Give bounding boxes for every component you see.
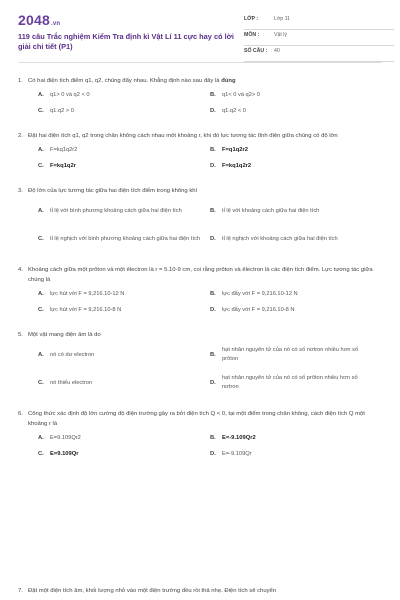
answer-letter: D. (210, 379, 216, 386)
answer-text: tỉ lệ với khoảng cách giữa hai điện tích (222, 207, 320, 214)
answer-option[interactable] (38, 145, 210, 155)
answer-letter: A. (38, 290, 44, 297)
question-number: 7. (18, 588, 23, 594)
answer-option[interactable] (210, 449, 382, 459)
answer-text: E=9.109Qr2 (50, 434, 81, 441)
answer-option[interactable] (38, 90, 210, 100)
answer-options (18, 433, 382, 459)
question-number: 1. (18, 78, 23, 84)
question-text (28, 133, 338, 139)
answer-letter: A. (38, 207, 44, 214)
answer-text: q1.q2 < 0 (222, 107, 246, 114)
question-head (18, 265, 382, 285)
question-number: 2. (18, 133, 23, 140)
question-clipped (18, 588, 382, 594)
answer-option[interactable] (210, 200, 382, 222)
answer-option[interactable] (210, 228, 382, 250)
answer-text: hạt nhân nguyên tử của nó có số prôton nhiều hơn số nơtron (222, 375, 358, 391)
answer-text: F=kq1q2r (50, 162, 76, 169)
answer-letter: B. (210, 434, 216, 441)
answer-letter: B. (210, 91, 216, 98)
answer-option[interactable] (38, 344, 210, 366)
answer-letter: D. (210, 162, 216, 169)
answer-letter: B. (210, 207, 216, 214)
question-6 (18, 409, 382, 459)
answer-text: tỉ lệ nghịch với bình phương khoảng cách giữa hai điện tích (50, 235, 201, 242)
answer-option[interactable] (38, 433, 210, 443)
answer-letter: C. (38, 379, 44, 386)
meta-row-class (244, 14, 394, 30)
question-4 (18, 265, 382, 315)
answer-option[interactable] (210, 344, 382, 366)
question-number: 5. (18, 332, 23, 339)
logo-sub-text: .vn (50, 21, 61, 27)
question-text-part: Độ lớn của lực tương tác giữa hai điện tích điểm trong không khí (28, 188, 198, 195)
answer-text: nó có dư electron (50, 351, 95, 358)
answer-option[interactable] (210, 305, 382, 315)
answer-option[interactable] (210, 161, 382, 171)
answer-text: q1> 0 và q2 < 0 (50, 91, 90, 98)
answer-options (18, 200, 382, 250)
answer-option[interactable] (210, 145, 382, 155)
meta-value: 40 (274, 48, 280, 54)
answer-text: E=-9.109Qr (222, 450, 252, 457)
question-text (28, 188, 197, 194)
answer-letter: B. (210, 351, 216, 358)
question-head (18, 76, 382, 86)
answer-letter: A. (38, 434, 44, 441)
answer-text: q1< 0 và q2> 0 (222, 91, 260, 98)
meta-key: SỐ CÂU : (244, 48, 268, 54)
answer-text: lực hút với F = 9,216.10-8 N (50, 306, 122, 313)
answer-text: tỉ lệ với bình phương khoảng cách giữa hai điện tích (50, 207, 182, 214)
answer-letter: C. (38, 450, 44, 457)
question-text-part: Một vật mang điện âm là do (28, 332, 101, 339)
question-text (28, 267, 373, 283)
meta-key: LỚP : (244, 16, 259, 22)
question-number: 3. (18, 188, 23, 195)
meta-key: MÔN : (244, 32, 260, 38)
answer-options (18, 90, 382, 116)
question-text (28, 78, 236, 84)
answer-option[interactable] (210, 289, 382, 299)
meta-row-count (244, 46, 394, 62)
question-text-emphasis: đúng (221, 78, 236, 84)
answer-text: tỉ lệ nghịch với khoảng cách giữa hai điện tích (222, 235, 338, 242)
answer-text: lực đẩy với F = 9,216.10-8 N (222, 306, 295, 313)
document-header (18, 12, 382, 58)
answer-option[interactable] (38, 161, 210, 171)
meta-info (244, 14, 394, 62)
question-2 (18, 131, 382, 171)
answer-text: hạt nhân nguyên tử của nó có số nơtron nhiều hơn số prôton (222, 347, 359, 363)
answer-letter: A. (38, 146, 44, 153)
answer-option[interactable] (210, 106, 382, 116)
answer-letter: B. (210, 290, 216, 297)
answer-letter: D. (210, 235, 216, 242)
question-number: 6. (18, 411, 23, 418)
answer-text: F=kq1q2r2 (222, 162, 252, 169)
answer-option[interactable] (38, 228, 210, 250)
answer-letter: B. (210, 146, 216, 153)
answer-letter: C. (38, 306, 44, 313)
header-divider (18, 62, 382, 63)
answer-letter: A. (38, 351, 44, 358)
question-text (28, 411, 365, 427)
answer-text: q1.q2 > 0 (50, 107, 74, 114)
answer-text: nó thiếu electron (50, 379, 93, 386)
question-number: 4. (18, 267, 23, 274)
answer-text: F=q1q2r2 (222, 146, 248, 153)
answer-letter: D. (210, 450, 216, 457)
answer-option[interactable] (210, 433, 382, 443)
question-3 (18, 186, 382, 250)
answer-text: E=-9.109Qr2 (222, 434, 256, 441)
question-5 (18, 330, 382, 394)
answer-option[interactable] (38, 449, 210, 459)
answer-option[interactable] (38, 372, 210, 394)
answer-letter: C. (38, 235, 44, 242)
answer-letter: D. (210, 306, 216, 313)
question-text (28, 332, 101, 338)
answer-letter: C. (38, 107, 44, 114)
answer-text: E=9.109Qr (50, 450, 79, 457)
answer-option[interactable] (210, 90, 382, 100)
meta-value: Vật lý (274, 32, 287, 38)
answer-options (18, 289, 382, 315)
page-title: 119 câu Trắc nghiệm Kiểm Tra định kì Vật Lí 11 cực hay có lời giải chi tiết (P1) (18, 32, 234, 51)
question-head (18, 186, 382, 196)
question-head (18, 330, 382, 340)
meta-value: Lớp 11 (274, 16, 290, 22)
question-1 (18, 76, 382, 116)
answer-options (18, 344, 382, 394)
answer-letter: C. (38, 162, 44, 169)
answer-letter: A. (38, 91, 44, 98)
answer-option[interactable] (38, 106, 210, 116)
answer-letter: D. (210, 107, 216, 114)
answer-text: lực đẩy với F = 9,216.10-12 N (222, 290, 298, 297)
meta-row-subject (244, 30, 394, 46)
question-text: Đặt một điện tích âm, khối lượng nhỏ vào một điện trường đều rồi thả nhẹ. Điện tích sẽ chuyển (28, 588, 277, 594)
question-text-part: Đặt hai điện tích q1, q2 trong chân không cách nhau một khoảng r, khi đó lực tương tác tĩnh điện giữa chúng có độ lớn (28, 133, 338, 140)
answer-option[interactable] (210, 372, 382, 394)
answer-option[interactable] (38, 305, 210, 315)
site-logo[interactable] (18, 12, 60, 28)
answer-options (18, 145, 382, 171)
question-text-part: Công thức xác định độ lớn cường độ điện trường gây ra bởi điện tích Q < 0, tại một điểm trong chân không, cách điện tích Q một khoảng r là (28, 411, 365, 428)
answer-option[interactable] (38, 289, 210, 299)
question-text-part: Có hai điện tích điểm q1, q2, chúng đẩy nhau. Khẳng định nào sau đây là (28, 78, 222, 84)
question-text-part: Khoảng cách giữa một prôton và một êlectron là r = 5.10-9 cm, coi rằng prôton và êlectron là các điện tích điểm. Lực tương tác giữa chúng là (28, 267, 373, 284)
answer-text: lực hút với F = 9,216.10-12 N (50, 290, 125, 297)
logo-main-text: 2048 (18, 12, 50, 28)
question-head (18, 131, 382, 141)
question-head (18, 409, 382, 429)
answer-text: F=kq1q2r2 (50, 146, 78, 153)
question-list (18, 76, 382, 474)
answer-option[interactable] (38, 200, 210, 222)
